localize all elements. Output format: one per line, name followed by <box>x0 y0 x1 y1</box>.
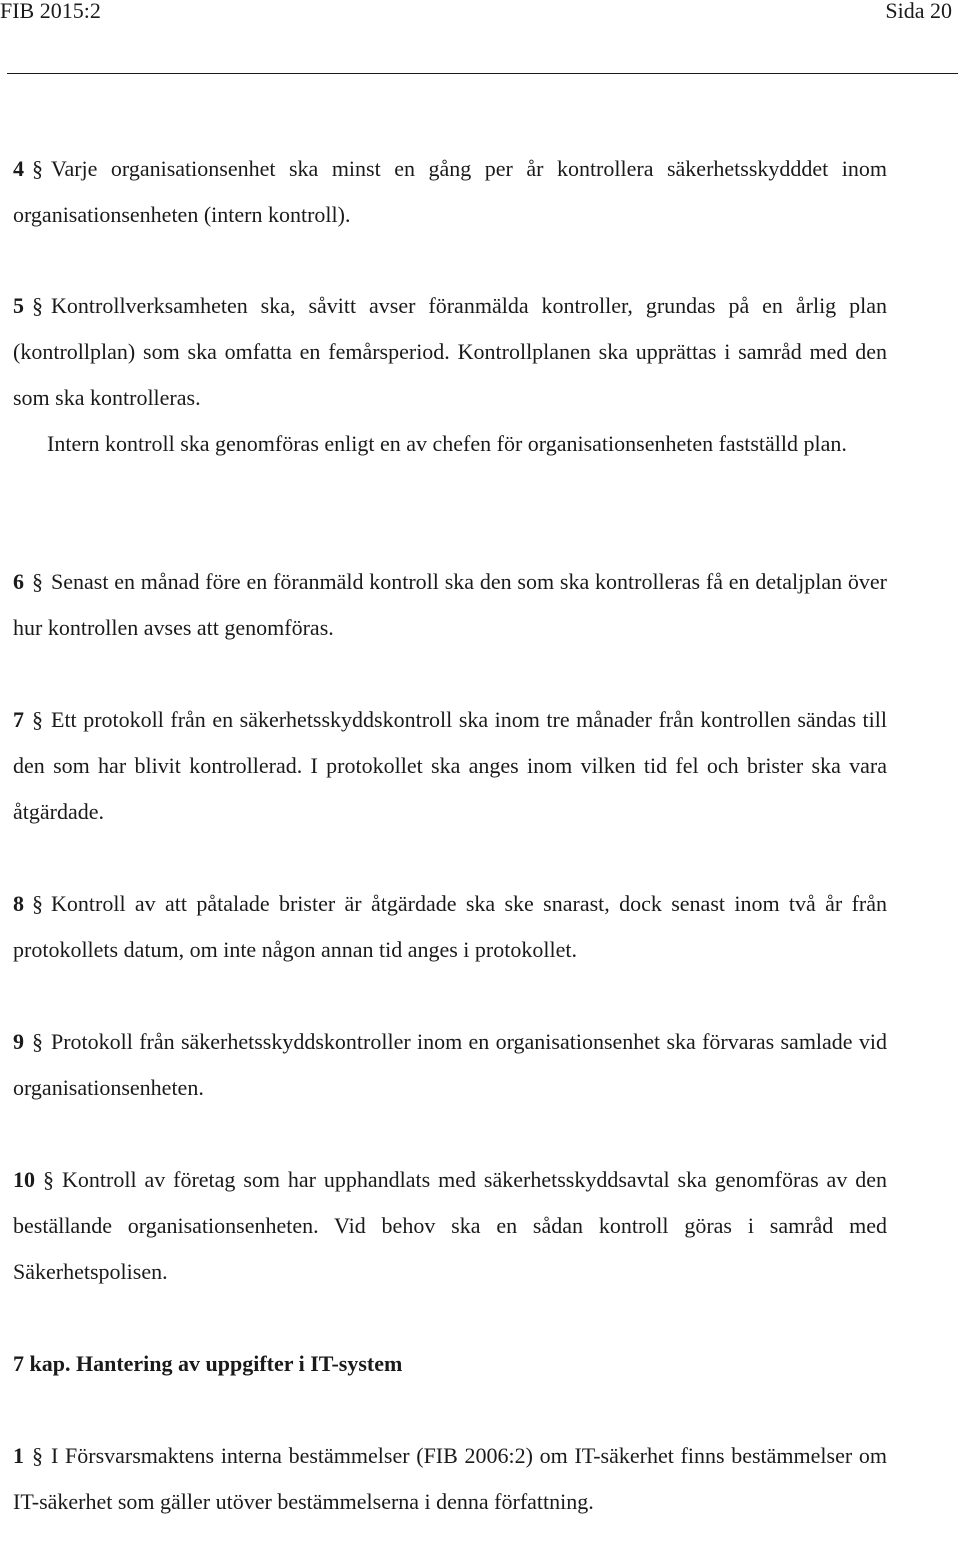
paragraph-text: Kontrollverksamheten ska, såvitt avser föranmälda kontroller, grundas på en årlig plan (kontrollplan) som ska omfatta en femårsperiod. Kontrollplanen ska upprättas i samråd med den som ska kontrolleras. <box>13 293 887 410</box>
paragraph-text: Senast en månad före en föranmäld kontroll ska den som ska kontrolleras få en detaljplan över hur kontrollen avses att genomföras. <box>13 569 887 640</box>
paragraph-8 <box>13 881 887 973</box>
section-sign: § <box>32 156 43 181</box>
section-sign: § <box>43 1167 54 1192</box>
section-sign: § <box>32 1029 43 1054</box>
paragraph-text: I Försvarsmaktens interna bestämmelser (FIB 2006:2) om IT-säkerhet finns bestämmelser om IT-säkerhet som gäller utöver bestämmelserna i denna författning. <box>13 1443 887 1514</box>
page-header <box>0 0 960 26</box>
paragraph-4 <box>13 146 887 238</box>
document-id: FIB 2015:2 <box>0 0 101 23</box>
section-sign: § <box>32 891 43 916</box>
paragraph-5 <box>13 283 887 421</box>
paragraph-9 <box>13 1019 887 1111</box>
chapter-heading: 7 kap. Hantering av uppgifter i IT-system <box>13 1351 403 1376</box>
paragraph-text: Kontroll av företag som har upphandlats med säkerhetsskyddsavtal ska genomföras av den beställande organisationsenheten. Vid behov ska en sådan kontroll göras i samråd med Säkerhetspolisen. <box>13 1167 887 1284</box>
paragraph-chapter7-1 <box>13 1433 887 1525</box>
section-sign: § <box>32 569 43 594</box>
paragraph-5-second <box>13 421 887 467</box>
header-divider <box>7 73 958 74</box>
section-sign: § <box>32 293 43 318</box>
paragraph-text: Kontroll av att påtalade brister är åtgärdade ska ske snarast, dock senast inom två år från protokollets datum, om inte någon annan tid anges i protokollet. <box>13 891 887 962</box>
paragraph-text: Ett protokoll från en säkerhetsskyddskontroll ska inom tre månader från kontrollen sändas till den som har blivit kontrollerad. I protokollet ska anges inom vilken tid fel och brister ska vara åtgärdade. <box>13 707 887 824</box>
paragraph-number: 5 <box>13 293 24 318</box>
paragraph-number: 4 <box>13 156 24 181</box>
paragraph-text: Varje organisationsenhet ska minst en gång per år kontrollera säkerhetsskydddet inom organisationsenheten (intern kontroll). <box>13 156 887 227</box>
page-number: Sida 20 <box>885 0 952 23</box>
section-sign: § <box>32 1443 43 1468</box>
paragraph-number: 1 <box>13 1443 24 1468</box>
paragraph-number: 6 <box>13 569 24 594</box>
paragraph-number: 7 <box>13 707 24 732</box>
paragraph-text: Protokoll från säkerhetsskyddskontroller inom en organisationsenhet ska förvaras samlade vid organisationsenheten. <box>13 1029 887 1100</box>
paragraph-number: 10 <box>13 1167 35 1192</box>
paragraph-10 <box>13 1157 887 1295</box>
section-sign: § <box>32 707 43 732</box>
paragraph-number: 9 <box>13 1029 24 1054</box>
paragraph-number: 8 <box>13 891 24 916</box>
paragraph-text: Intern kontroll ska genomföras enligt en av chefen för organisationsenheten fastställd plan. <box>47 431 847 456</box>
paragraph-6 <box>13 559 887 651</box>
paragraph-7 <box>13 697 887 835</box>
